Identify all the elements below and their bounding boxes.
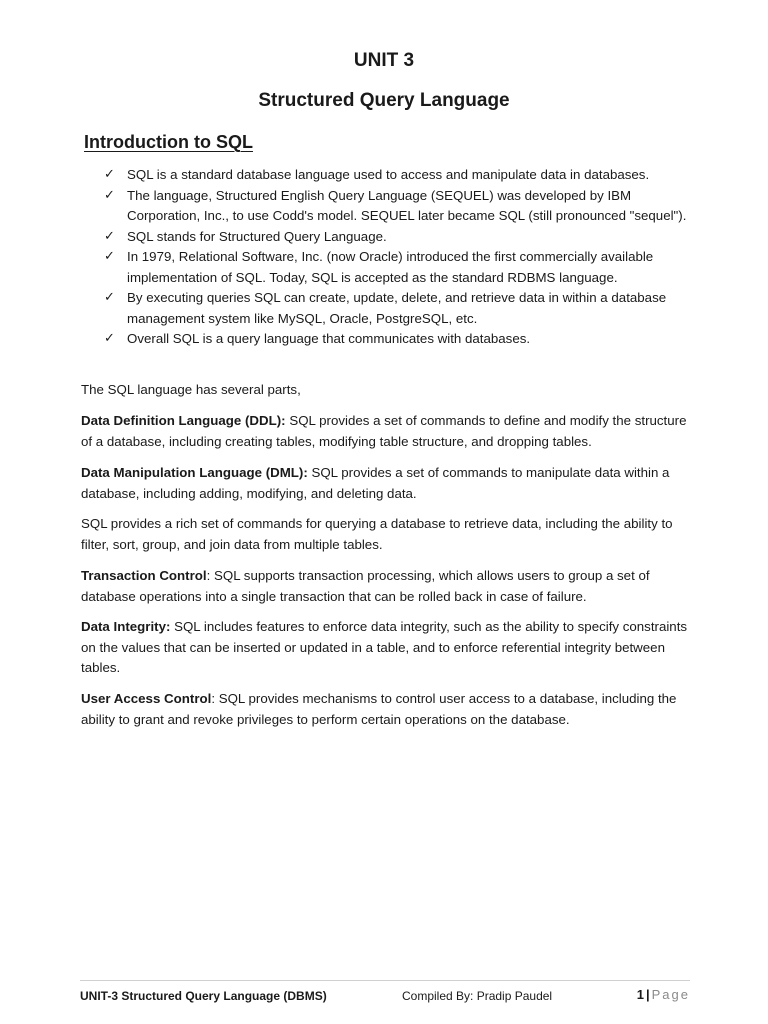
dml-term: Data Manipulation Language (DML): xyxy=(81,465,308,480)
check-mark-icon: ✓ xyxy=(104,331,115,346)
check-mark-icon: ✓ xyxy=(104,187,115,203)
bullet-text: By executing queries SQL can create, update, delete, and retrieve data in within a database management system like MySQL, Oracle, PostgreSQL, etc. xyxy=(127,290,667,326)
bullet-text: The language, Structured English Query Language (SEQUEL) was developed by IBM Corporation, Inc., to use Codd's model. SEQUEL later became SQL (still pronounced "sequel"). xyxy=(127,187,687,223)
footer-author: Compiled By: Pradip Paudel xyxy=(402,989,553,1003)
parts-intro-paragraph: The SQL language has several parts, xyxy=(81,382,301,397)
footer-course-title: UNIT-3 Structured Query Language (DBMS) xyxy=(80,989,327,1003)
ddl-term: Data Definition Language (DDL): xyxy=(81,413,286,428)
check-mark-icon: ✓ xyxy=(104,228,115,244)
bullet-text: SQL is a standard database language used to access and manipulate data in databases. xyxy=(127,167,650,182)
transaction-text: : SQL supports transaction processing, which allows users to group a set of database operations into a single transaction that can be rolled back in case of failure. xyxy=(81,568,650,604)
page-label: Page xyxy=(651,987,690,1002)
list-item xyxy=(100,186,700,227)
check-mark-icon: ✓ xyxy=(104,167,115,182)
intro-bullet-list xyxy=(100,165,700,350)
dml-text: SQL provides a set of commands to manipulate data within a database, including adding, modifying, and deleting data. xyxy=(81,465,670,501)
page-footer xyxy=(80,980,690,1007)
bullet-text: Overall SQL is a query language that communicates with databases. xyxy=(127,331,531,346)
ddl-paragraph xyxy=(81,411,691,452)
footer-page-indicator xyxy=(637,987,690,1002)
list-item xyxy=(100,247,700,288)
access-term: User Access Control xyxy=(81,691,212,706)
transaction-term: Transaction Control xyxy=(81,568,207,583)
list-item xyxy=(100,288,700,329)
access-text: : SQL provides mechanisms to control user access to a database, including the ability to grant and revoke privileges to perform certain operations on the database. xyxy=(81,691,677,727)
document-title: Structured Query Language xyxy=(258,90,510,111)
integrity-term: Data Integrity: xyxy=(81,619,171,634)
list-item xyxy=(100,329,700,350)
access-paragraph xyxy=(81,689,691,730)
bullet-text: SQL stands for Structured Query Language. xyxy=(127,228,387,244)
integrity-text: SQL includes features to enforce data integrity, such as the ability to specify constraints on the values that can be inserted or updated in a table, and to enforce referential integrity between tables. xyxy=(81,619,688,675)
bullet-text: In 1979, Relational Software, Inc. (now Oracle) introduced the first commercially available implementation of SQL. Today, SQL is accepted as the standard RDBMS language. xyxy=(127,249,654,285)
dml-paragraph xyxy=(81,463,691,504)
query-paragraph: SQL provides a rich set of commands for querying a database to retrieve data, including the ability to filter, sort, group, and join data from multiple tables. xyxy=(81,516,673,552)
check-mark-icon: ✓ xyxy=(104,290,115,305)
page-number: 1 xyxy=(636,987,644,1002)
check-mark-icon: ✓ xyxy=(104,249,115,264)
list-item xyxy=(100,165,700,186)
footer-separator: | xyxy=(645,987,650,1002)
unit-title: UNIT 3 xyxy=(353,50,415,71)
section-heading-intro: Introduction to SQL xyxy=(84,132,253,152)
integrity-paragraph xyxy=(81,617,691,679)
ddl-text: SQL provides a set of commands to define and modify the structure of a database, including creating tables, modifying table structure, and dropping tables. xyxy=(81,413,687,449)
list-item xyxy=(100,227,700,248)
transaction-paragraph xyxy=(81,566,691,607)
